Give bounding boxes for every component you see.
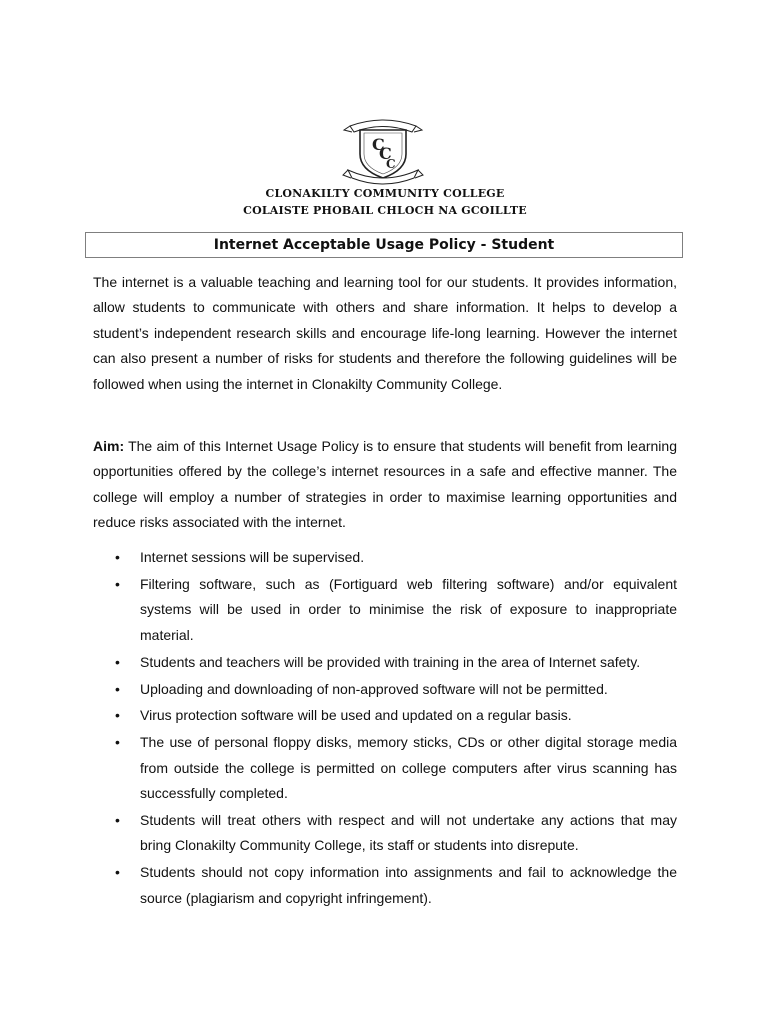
document-title: Internet Acceptable Usage Policy - Student [213, 237, 555, 253]
list-item [93, 545, 677, 570]
svg-text:C: C [379, 144, 392, 163]
bullet-icon: • [115, 575, 120, 592]
list-item-text: Students should not copy information into assignments and fail to acknowledge the source (plagiarism and copyright infringement). [140, 864, 677, 906]
policy-guidelines-list [93, 545, 677, 913]
list-item-text: Students and teachers will be provided with training in the area of Internet safety. [140, 653, 641, 670]
list-item [93, 860, 677, 911]
svg-text:C: C [372, 135, 385, 154]
list-item [93, 703, 677, 728]
college-crest-icon [342, 112, 424, 188]
list-item [93, 572, 677, 648]
bullet-icon: • [115, 653, 120, 670]
list-item [93, 730, 677, 806]
aim-paragraph [93, 434, 677, 536]
list-item-text: Internet sessions will be supervised. [140, 549, 365, 565]
list-item-text: Filtering software, such as (Fortiguard web filtering software) and/or equivalent systems will be used in order to minimise the risk of exposure to inappropriate material. [140, 575, 677, 643]
list-item [93, 808, 677, 859]
list-item-text: Students will treat others with respect and will not undertake any actions that may bring Clonakilty Community College, its staff or students into disrepute. [140, 812, 677, 854]
list-item [93, 677, 677, 702]
list-item-text: Uploading and downloading of non-approved software will not be permitted. [140, 680, 608, 697]
college-name-irish: COLAISTE PHOBAIL CHLOCH NA GCOILLTE [243, 204, 527, 217]
college-name-english: CLONAKILTY COMMUNITY COLLEGE [265, 187, 505, 200]
svg-text:C: C [386, 157, 396, 171]
bullet-icon: • [115, 707, 120, 724]
bullet-icon: • [115, 549, 120, 565]
list-item-text: Virus protection software will be used and updated on a regular basis. [140, 707, 572, 724]
aim-label: Aim: [93, 438, 125, 454]
list-item-text: The use of personal floppy disks, memory sticks, CDs or other digital storage media from outside the college is permitted on college computers after virus scanning has successfully completed. [140, 734, 677, 802]
list-item [93, 650, 677, 675]
intro-paragraph: The internet is a valuable teaching and learning tool for our students. It provides information, allow students to communicate with others and share information. It helps to develop a student’s independent research skills and encourage life-long learning. However the internet can also present a number of risks for students and therefore the following guidelines will be followed when using the internet in Clonakilty Community College. [93, 274, 677, 392]
document-title-box [85, 232, 683, 258]
bullet-icon: • [115, 864, 120, 881]
bullet-icon: • [115, 734, 120, 751]
bullet-icon: • [115, 812, 120, 829]
aim-text: The aim of this Internet Usage Policy is to ensure that students will benefit from learning opportunities offered by the college’s internet resources in a safe and effective manner. The college will employ a number of strategies in order to maximise learning opportunities and reduce risks associated with the internet. [93, 438, 677, 531]
bullet-icon: • [115, 680, 120, 697]
